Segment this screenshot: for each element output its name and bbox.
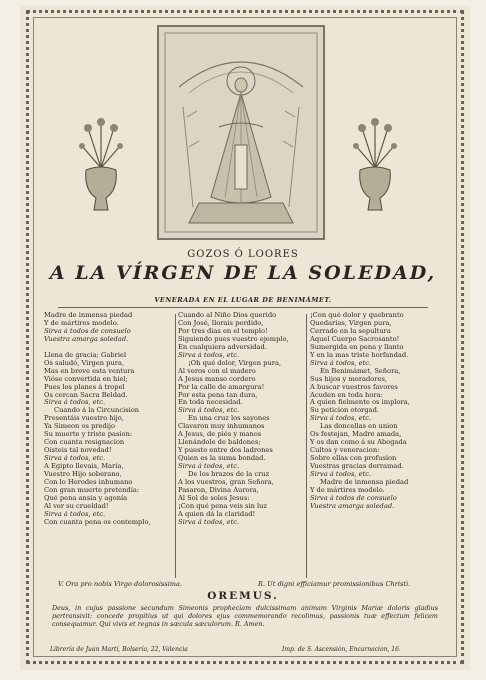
verse-line: ¡Con qué dolor y quebranto bbox=[310, 311, 404, 319]
verse-line: De los brazos de la cruz bbox=[188, 470, 270, 479]
verse-line: Sirva á todos, etc. bbox=[178, 406, 240, 415]
virgin-engraving bbox=[157, 25, 325, 240]
verse-line: Y os dan como á su Abogada bbox=[310, 438, 407, 447]
column-divider bbox=[306, 314, 307, 578]
verse-line: Sumergida en pena y llanto bbox=[310, 342, 404, 351]
verse-line: Sirva á todos, etc. bbox=[178, 517, 240, 526]
verse-line: Sirva á todos, etc. bbox=[310, 414, 372, 423]
verse-line: Oisteis tal novedad! bbox=[44, 446, 112, 455]
verse-line: Sirva á todos, etc. bbox=[310, 358, 372, 367]
verse-line: Vuestras gracias derramad. bbox=[310, 462, 404, 471]
verse-line: Ya Simeon os predijo bbox=[44, 422, 116, 431]
column-divider bbox=[175, 314, 176, 578]
verse-line: En una cruz los sayones bbox=[188, 414, 270, 423]
verse-line: Mas en breve esta ventura bbox=[44, 366, 135, 375]
verse-line: Aquel Cuerpo Sacrosanto! bbox=[310, 334, 400, 343]
versicle-v: V. Ora pro nobis Virgo dolorosissima. bbox=[58, 580, 183, 588]
verse-line: Su peticion otorgad. bbox=[310, 406, 380, 415]
verse-line: Cuando al Niño Dios querido bbox=[178, 311, 277, 319]
verse-line: ¡Con qué pena veis sin luz bbox=[178, 501, 267, 510]
venerada-line: VENERADA EN EL LUGAR DE BENIMÁMET. bbox=[154, 296, 332, 304]
verse-line: Presentáis vuestro hijo, bbox=[44, 414, 124, 423]
verse-line: Vuestra amarga soledad. bbox=[310, 501, 395, 510]
verse-line: Madre de inmensa piedad bbox=[320, 478, 409, 487]
verse-line: Con lo Herodes inhumano bbox=[44, 478, 133, 487]
verse-line: A quien dá la claridad! bbox=[178, 509, 256, 518]
verse-line: Sirva á todos, etc. bbox=[178, 462, 240, 471]
verse-line: Vuestro Hijo soberano, bbox=[44, 470, 122, 479]
verse-line: A Egipto llevais, María, bbox=[44, 462, 124, 471]
verse-line: Y de mártires modelo. bbox=[310, 485, 385, 494]
verse-line: Quedarias, Virgen pura, bbox=[310, 318, 392, 327]
verse-line: Al Sol de soles Jesus: bbox=[178, 493, 250, 502]
verse-line: A Jesus, de piés y manos bbox=[178, 430, 262, 439]
verse-line: Al ver su crueldad! bbox=[44, 501, 109, 510]
verse-line: En Benimámet, Señora, bbox=[320, 366, 401, 375]
verse-line: Pues los planes á tropel bbox=[44, 382, 125, 391]
verse-line: Llenándole de baldones; bbox=[178, 438, 261, 447]
verse-line: A Jesus manso cordero bbox=[178, 374, 256, 383]
verse-line: Sirva á todos, etc. bbox=[178, 350, 240, 359]
verse-line: Sirva á todos, etc. bbox=[44, 509, 106, 518]
verse-line: Os saludó, Virgen pura, bbox=[44, 358, 125, 367]
verse-line: Vióse convertida en hiel; bbox=[44, 374, 128, 383]
verse-column-3 bbox=[310, 312, 446, 511]
verse-line: Clavaron muy inhumanos bbox=[178, 422, 265, 431]
verse-line: Por la calle de amargura! bbox=[178, 382, 265, 391]
verse-line: Cultos y veneracion: bbox=[310, 446, 380, 455]
verse-line: Quien es la suma bondad. bbox=[178, 454, 266, 463]
verse-line: A los vuestros, gran Señora, bbox=[178, 478, 274, 487]
verse-line: Cerrado en la sepultura bbox=[310, 326, 391, 335]
verse-line: Con gran muerte pretendía: bbox=[44, 485, 140, 494]
verse-line: Cuando á la Circuncision bbox=[54, 406, 140, 415]
verse-line: Madre de inmensa piedad bbox=[44, 311, 133, 319]
verse-line: Os festejan, Madre amada, bbox=[310, 430, 402, 439]
verse-line: Siguiendo pues vuestro ejemplo, bbox=[178, 334, 289, 343]
verse-line: Con cuanta resignacion bbox=[44, 438, 125, 447]
verse-line: Sobre ellas con profusion bbox=[310, 454, 397, 463]
verse-line: En cualquiera adversidad. bbox=[178, 342, 267, 351]
versicle-r: R. Ut digni efficiamur promissionibus Christi. bbox=[258, 580, 411, 588]
verse-line: En toda necesidad. bbox=[178, 398, 243, 407]
verse-line: Por esta pena tan dura, bbox=[178, 390, 258, 399]
verse-line: A buscar vuestros favores bbox=[310, 382, 398, 391]
oremus-heading: OREMUS. bbox=[207, 590, 279, 602]
verse-line: Por tres dias en el templo! bbox=[178, 326, 268, 335]
verse-line: Sus hijos y moradores, bbox=[310, 374, 388, 383]
right-flower-vase bbox=[352, 118, 398, 218]
verse-line: Sirva á todos, etc. bbox=[44, 454, 106, 463]
verse-line: Qué pena ansia y agonía bbox=[44, 493, 128, 502]
verse-line: Con cuanta pena os contemplo, bbox=[44, 517, 151, 526]
verse-column-1 bbox=[44, 312, 174, 527]
subtitle-gozos: GOZOS Ó LOORES bbox=[187, 249, 299, 260]
verse-line: Sirva á todos, etc. bbox=[44, 398, 106, 407]
verse-column-2 bbox=[178, 312, 304, 527]
verse-line: Sirva á todos de consuelo bbox=[44, 326, 131, 335]
verse-line: ¡Oh qué dolor, Virgen pura, bbox=[188, 358, 282, 367]
verse-line: Acuden en toda hora: bbox=[310, 390, 383, 399]
left-flower-vase bbox=[78, 118, 124, 218]
verse-line: A quien fielmente os implora, bbox=[310, 398, 410, 407]
verse-line: Sirva á todos, etc. bbox=[310, 470, 372, 479]
verse-line: Su muerte y triste pasion: bbox=[44, 430, 133, 439]
verse-line: Os cercan Sacra Beldad. bbox=[44, 390, 128, 399]
page-title: A LA VÍRGEN DE LA SOLEDAD, bbox=[49, 262, 437, 284]
prayer-text: Deus, in cujus passione secundum Simeonis propheciam dulcissimam animam Virginis Mariæ doloris gladius pertransivit: concede propitius ut qui dolores ejus commemorando recolimus, passionis tuæ effectum felicem consequamur. Qui vivis et regnas in sæcula sæculorum. R. Amen. bbox=[52, 604, 438, 629]
verse-line: Con José, llorais perdido, bbox=[178, 318, 264, 327]
publisher-imprint: Librería de Juan Martí, Bolsería, 22, Valencia bbox=[50, 646, 188, 653]
verse-line: Sirva á todos de consuelo bbox=[310, 493, 397, 502]
verse-line: Pasaron, Divina Aurora, bbox=[178, 485, 259, 494]
verse-line: Las doncellas en union bbox=[320, 422, 398, 431]
verse-line: Y en la mas triste horfandad. bbox=[310, 350, 409, 359]
verse-line: Y de mártires modelo. bbox=[44, 318, 119, 327]
verse-line: Al veros con el madero bbox=[178, 366, 256, 375]
rule-top bbox=[58, 307, 428, 308]
verse-line: Llena de gracia; Gabriel bbox=[44, 350, 127, 359]
printer-imprint: Imp. de S. Ascensión, Encarnacion, 16. bbox=[282, 646, 401, 653]
verse-line: Y puesto entre dos ladrones bbox=[178, 446, 273, 455]
verse-line: Vuestra amarga soledad. bbox=[44, 334, 129, 343]
